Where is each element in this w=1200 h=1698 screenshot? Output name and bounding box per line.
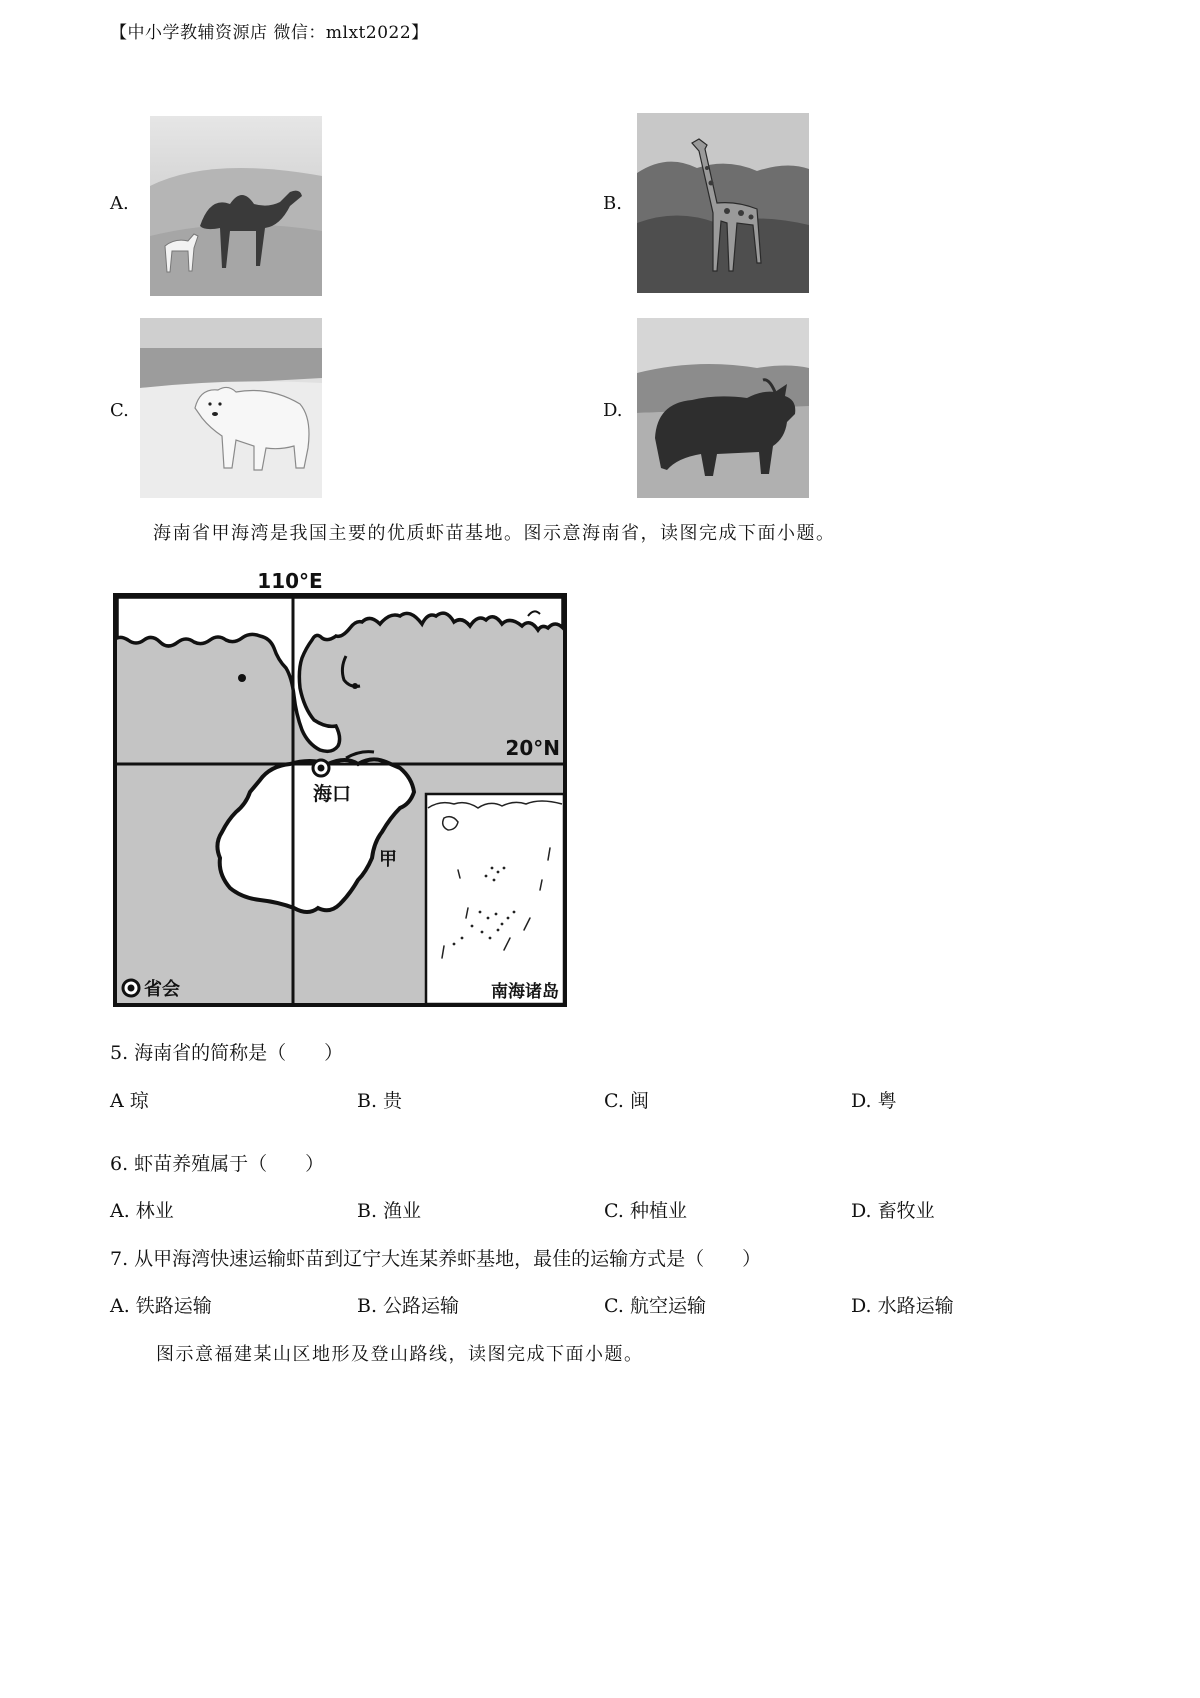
- longitude-label: 110°E: [257, 569, 323, 593]
- hainan-map: [110, 568, 570, 1010]
- latitude-label: 20°N: [505, 736, 560, 760]
- q6-choice-b: B. 渔业: [357, 1200, 422, 1222]
- camel-photo: [150, 116, 322, 296]
- q7-choice-a: A. 铁路运输: [110, 1295, 212, 1317]
- option-d-label: D.: [603, 400, 623, 421]
- haikou-label: 海口: [312, 783, 352, 805]
- question-6: 6. 虾苗养殖属于（ ）: [110, 1153, 325, 1175]
- q5-choice-c: C. 闽: [604, 1090, 649, 1112]
- option-b-label: B.: [603, 193, 622, 214]
- yak-photo: [637, 318, 809, 498]
- page-header: 【中小学教辅资源店 微信：mlxt2022】: [110, 23, 429, 43]
- question-7: 7. 从甲海湾快速运输虾苗到辽宁大连某养虾基地，最佳的运输方式是（ ）: [110, 1248, 762, 1270]
- option-c-label: C.: [110, 400, 129, 421]
- q7-choice-b: B. 公路运输: [357, 1295, 460, 1317]
- polar-bear-photo: [140, 318, 322, 498]
- q5-choice-a: A 琼: [110, 1090, 149, 1112]
- option-a-label: A.: [110, 193, 129, 214]
- q7-choice-d: D. 水路运输: [851, 1295, 954, 1317]
- q6-choice-d: D. 畜牧业: [851, 1200, 935, 1222]
- intro-paragraph-1: 海南省甲海湾是我国主要的优质虾苗基地。图示意海南省，读图完成下面小题。: [153, 523, 836, 544]
- q5-choice-b: B. 贵: [357, 1090, 403, 1112]
- q6-choice-a: A. 林业: [110, 1200, 174, 1222]
- inset-south-china-sea-label: 南海诸岛: [491, 982, 559, 1002]
- q6-choice-c: C. 种植业: [604, 1200, 687, 1222]
- giraffe-photo: [637, 113, 809, 293]
- bay-jia-label: 甲: [379, 849, 397, 870]
- intro-paragraph-2: 图示意福建某山区地形及登山路线，读图完成下面小题。: [156, 1344, 644, 1365]
- q5-choice-d: D. 粤: [851, 1090, 897, 1112]
- question-5: 5. 海南省的简称是（ ）: [110, 1042, 344, 1064]
- q7-choice-c: C. 航空运输: [604, 1295, 706, 1317]
- legend-capital-label: 省会: [144, 979, 180, 1000]
